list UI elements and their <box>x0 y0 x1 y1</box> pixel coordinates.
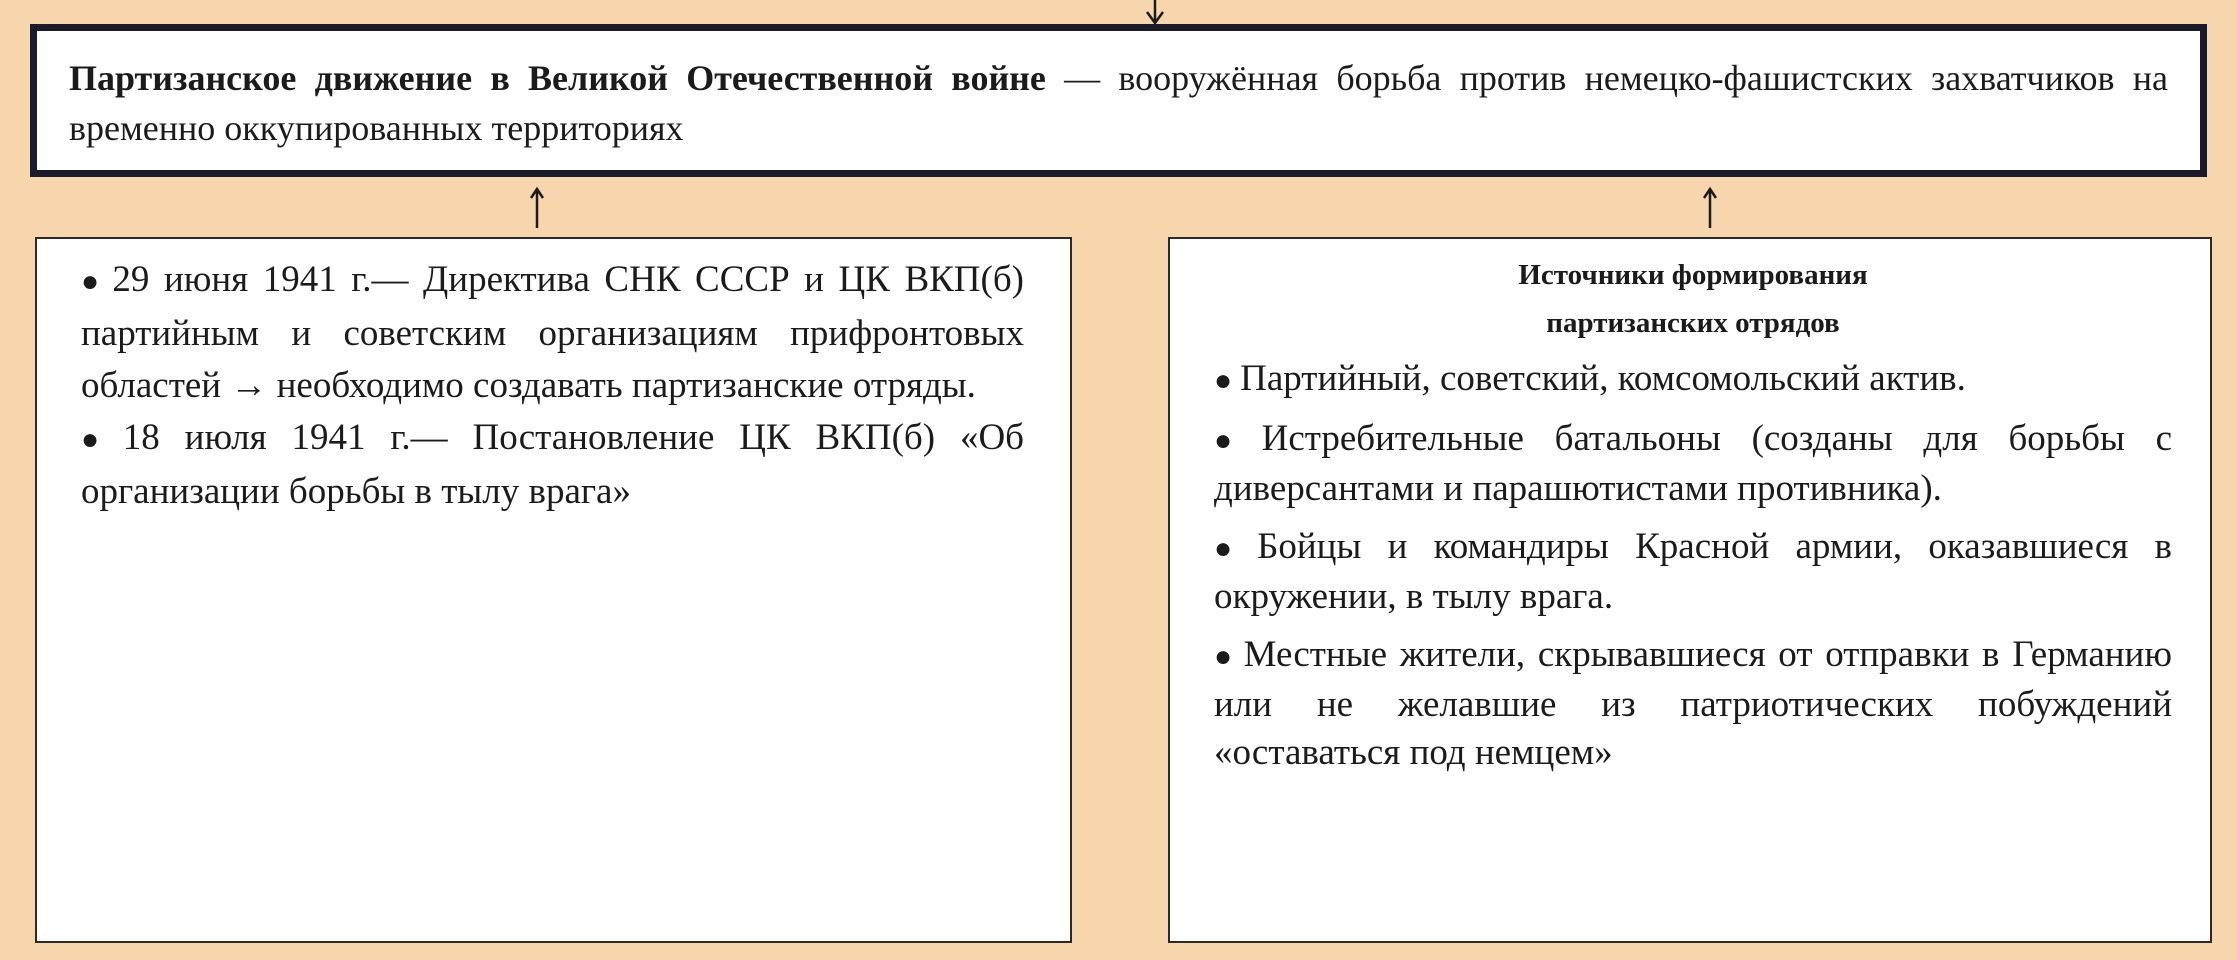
definition-term: Партизанское движение в Великой Отечественной войне <box>69 58 1046 98</box>
list-item <box>81 254 1024 412</box>
bullet-icon: ● <box>1214 424 1254 457</box>
bullet-icon: ● <box>81 265 105 298</box>
list-item <box>1214 355 2172 405</box>
list-item <box>1214 415 2172 513</box>
list-item <box>1214 523 2172 621</box>
directives-box <box>35 237 1072 943</box>
source-2-text: Истребительные батальоны (созданы для борьбы с диверсантами и парашютистами противника). <box>1214 418 2172 509</box>
arrow-right-to-header <box>1695 186 1725 230</box>
directive-1-text: 29 июня 1941 г.— Директива СНК СССР и ЦК ВКП(б) партийным и советским организациям прифронтовых областей → необходимо создавать партизанские отряды. <box>81 259 1024 406</box>
list-item <box>1214 631 2172 777</box>
bullet-icon: ● <box>1214 364 1233 397</box>
list-item <box>81 412 1024 518</box>
definition-text: — вооружённая борьба против немецко-фашистских захватчиков на временно оккупированных территориях <box>69 58 2168 148</box>
sources-heading-line-1: Источники формирования <box>1518 259 1868 291</box>
source-1-text: Партийный, советский, комсомольский актив. <box>1240 358 1966 399</box>
source-4-text: Местные жители, скрывавшиеся от отправки в Германию или не желавшие из патриотических побуждений «оставаться под немцем» <box>1214 634 2172 773</box>
bullet-icon: ● <box>1214 640 1236 673</box>
bullet-icon: ● <box>1214 532 1250 565</box>
directive-2-text: 18 июля 1941 г.— Постановление ЦК ВКП(б) «Об организации борьбы в тылу врага» <box>81 417 1025 512</box>
sources-box <box>1168 237 2212 943</box>
source-3-text: Бойцы и командиры Красной армии, оказавшиеся в окружении, в тылу врага. <box>1214 526 2173 617</box>
sources-heading <box>1214 251 2172 347</box>
bullet-icon: ● <box>81 423 115 456</box>
arrow-into-header <box>1140 0 1170 26</box>
definition-box <box>30 24 2207 177</box>
arrow-left-to-header <box>522 186 552 230</box>
sources-heading-line-2: партизанских отрядов <box>1546 307 1840 339</box>
